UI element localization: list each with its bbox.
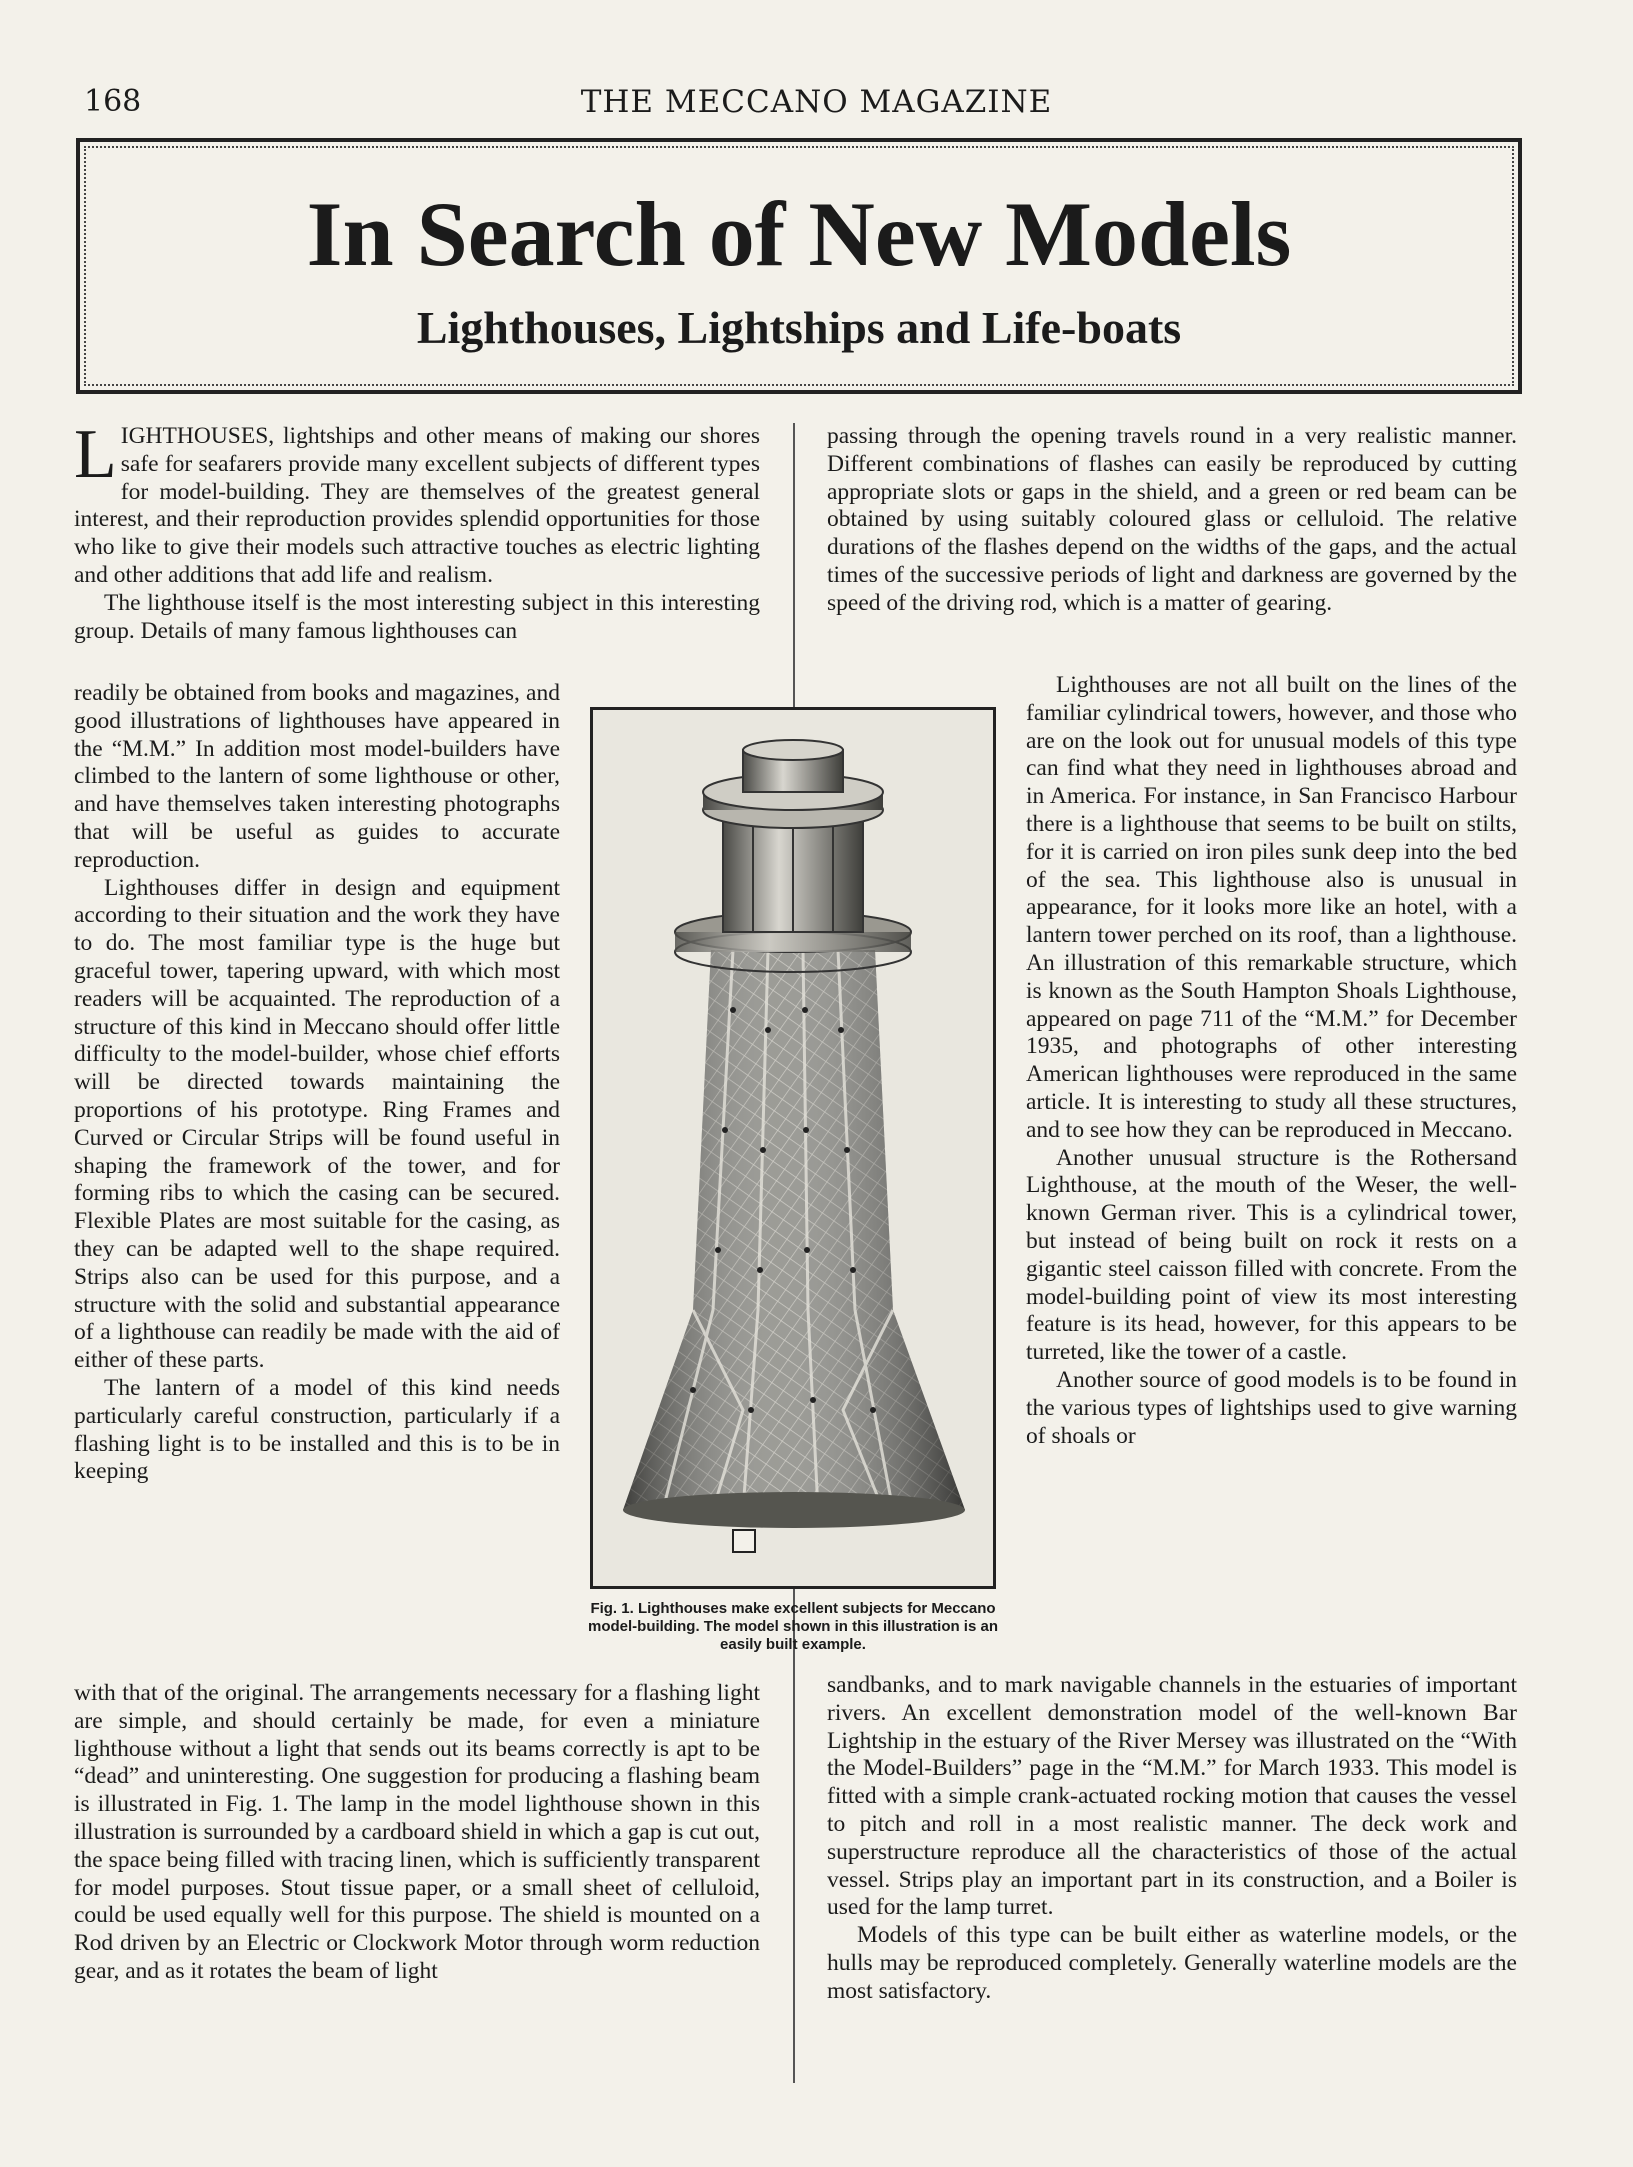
text-block-right-narrow bbox=[1026, 672, 1517, 1672]
text-block-right-top bbox=[827, 423, 1517, 675]
paragraph-2-cont: readily be obtained from books and magazines, and good illustrations of lighthouses have appeared in the “M.M.” In addition most model-builders have climbed to the lantern of some lighthouse or other, and have themselves taken interesting photographs that will be useful as guides to accurate reproduction. bbox=[74, 680, 560, 873]
paragraph-2-start: The lighthouse itself is the most interesting subject in this interesting group. Details of many famous lighthouses can bbox=[74, 589, 760, 644]
paragraph-5: Lighthouses are not all built on the lines of the familiar cylindrical towers, however, and those who are on the look out for unusual models of this type can find what they need in lighthouses abroad and in America. For instance, in San Francisco Harbour there is a lighthouse that seems to be built on stilts, for it is carried on iron piles sunk deep into the bed of the sea. This lighthouse also is unusual in appearance, for it looks more like an hotel, with a lantern tower perched on its roof, than a lighthouse. An illustration of this remarkable structure, which is known as the South Hampton Shoals Lighthouse, appeared on page 711 of the “M.M.” for December 1935, and photographs of other interesting American lighthouses were reproduced in the same article. It is interesting to study all these structures, and to see how they can be reproduced in Meccano. bbox=[1026, 672, 1517, 1143]
running-title: THE MECCANO MAGAZINE bbox=[580, 84, 1053, 120]
paragraph-1: IGHTHOUSES, lightships and other means of making our shores safe for seafarers provide many excellent subjects of different types for model-building. They are themselves of the greatest general interest, and their reproduction provides splendid opportunities for those who like to give their models such attractive touches as electric lighting and other additions that add life and realism. bbox=[74, 423, 760, 588]
paragraph-7-start: Another source of good models is to be found in the various types of lightships used to give warning of shoals or bbox=[1026, 1366, 1517, 1449]
paragraph-7-cont: sandbanks, and to mark navigable channels in the estuaries of important rivers. An excellent demonstration model of the well-known Bar Lightship in the estuary of the River Mersey was illustrated on the “With the Model-Builders” page in the “M.M.” for March 1933. This model is fitted with a simple crank-actuated rocking motion that causes the vessel to pitch and roll in a most realistic manner. The deck work and superstructure reproduce all the characteristics of those of the actual vessel. Strips play an important part in its construction, and a Boiler is used for the lamp turret. bbox=[827, 1672, 1517, 1921]
paragraph-3: Lighthouses differ in design and equipment according to their situation and the work they have to do. The most familiar type is the huge but graceful tower, tapering upward, with which most readers will be acquainted. The reproduction of a structure of this kind in Meccano should offer little difficulty to the model-builder, whose chief efforts will be directed towards maintaining the proportions of his prototype. Ring Frames and Curved or Circular Strips will be found useful in shaping the framework of the tower, and for forming ribs to which the casing can be secured. Flexible Plates are most suitable for the casing, as they can be adapted well to the shape required. Strips also can be used for this purpose, and a structure with the solid and substantial appearance of a lighthouse can readily be made with the aid of either of these parts. bbox=[74, 874, 560, 1374]
paragraph-4-start: The lantern of a model of this kind needs particularly careful construction, particularly if a flashing light is to be installed and this is to be in keeping bbox=[74, 1374, 560, 1485]
figure-lighthouse-photo bbox=[590, 707, 996, 1589]
paragraph-4-cont: with that of the original. The arrangements necessary for a flashing light are simple, and should certainly be made, for even a miniature lighthouse without a light that sends out its beams correctly is apt to be “dead” and uninteresting. One suggestion for producing a flashing beam is illustrated in Fig. 1. The lamp in the model lighthouse shown in this illustration is surrounded by a cardboard shield in which a gap is cut out, the space being filled with tracing linen, which is sufficiently transparent for model purposes. Stout tissue paper, or a small sheet of celluloid, could be used equally well for this purpose. The shield is mounted on a Rod driven by an Electric or Clockwork Motor through worm reduction gear, and as it rotates the beam of light bbox=[74, 1680, 760, 1984]
text-block-left-bottom bbox=[74, 1680, 760, 2080]
text-block-left-top bbox=[74, 423, 760, 685]
paragraph-4-end: passing through the opening travels round in a very realistic manner. Different combinations of flashes can easily be reproduced by cutting appropriate slots or gaps in the shield, and a green or red beam can be obtained by using suitably coloured glass or celluloid. The relative durations of the flashes depend on the widths of the gaps, and the actual times of the successive periods of light and darkness are governed by the speed of the driving rod, which is a matter of gearing. bbox=[827, 423, 1517, 616]
drop-cap: L bbox=[74, 423, 117, 493]
text-block-left-narrow bbox=[74, 680, 560, 1680]
article-title: In Search of New Models bbox=[306, 183, 1292, 285]
page-number: 168 bbox=[84, 84, 142, 119]
figure-caption: Fig. 1. Lighthouses make excellent subjects for Meccano model-building. The model shown in this illustration is an easily built example. bbox=[587, 1600, 998, 1653]
paragraph-6: Another unusual structure is the Rothersand Lighthouse, at the mouth of the Weser, the well-known German river. This is a cylindrical tower, but instead of being built on rock it rests on a gigantic steel caisson filled with concrete. From the model-building point of view its most interesting feature is its head, however, for this appears to be turreted, like the tower of a castle. bbox=[1026, 1144, 1517, 1366]
paragraph-8: Models of this type can be built either as waterline models, or the hulls may be reproduced completely. Generally waterline models are the most satisfactory. bbox=[827, 1922, 1517, 2004]
lighthouse-model-illustration bbox=[593, 710, 993, 1586]
article-subtitle: Lighthouses, Lightships and Life-boats bbox=[416, 302, 1182, 353]
text-block-right-bottom bbox=[827, 1672, 1517, 2082]
